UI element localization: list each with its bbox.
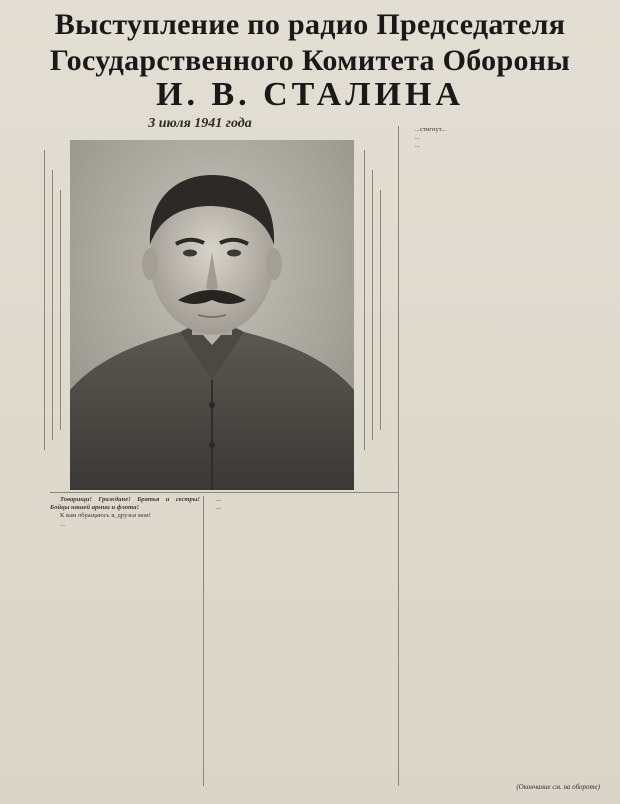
rule-left-2 (52, 170, 53, 440)
dateline: 3 июля 1941 года (148, 116, 252, 131)
column-divider-right (398, 126, 399, 786)
headline-line-2: Государственного Комитета Обороны (49, 44, 571, 77)
paragraph: ... (60, 520, 65, 528)
rule-right-3 (380, 190, 381, 430)
column-separator (50, 492, 398, 493)
portrait-illustration (70, 140, 354, 490)
paragraph: Товарищи! Граждане! Братья и сестры! Бойцы нашей армии и флота! (50, 496, 200, 512)
column-divider-bottom (203, 496, 204, 786)
rule-left-3 (60, 190, 61, 430)
article-column-middle (206, 496, 398, 786)
paragraph: ...стигнут... (415, 126, 447, 133)
continuation-note: (Окончание см. на обороте) (516, 783, 600, 791)
paragraph: ... (216, 496, 221, 503)
rule-right-1 (364, 150, 365, 450)
article-column-right (405, 126, 595, 786)
headline-name: И. В. СТАЛИНА (156, 76, 464, 113)
paragraph: ... (415, 142, 420, 150)
paragraph: ... (415, 134, 420, 142)
article-column-left (50, 496, 200, 786)
rule-right-2 (372, 170, 373, 440)
headline-line-1: Выступление по радио Председателя (54, 8, 566, 41)
paragraph: ... (216, 504, 221, 512)
rule-left-1 (44, 150, 45, 450)
portrait-photo (70, 140, 354, 490)
paragraph: К вам обращаюсь я, друзья мои! (60, 512, 151, 520)
